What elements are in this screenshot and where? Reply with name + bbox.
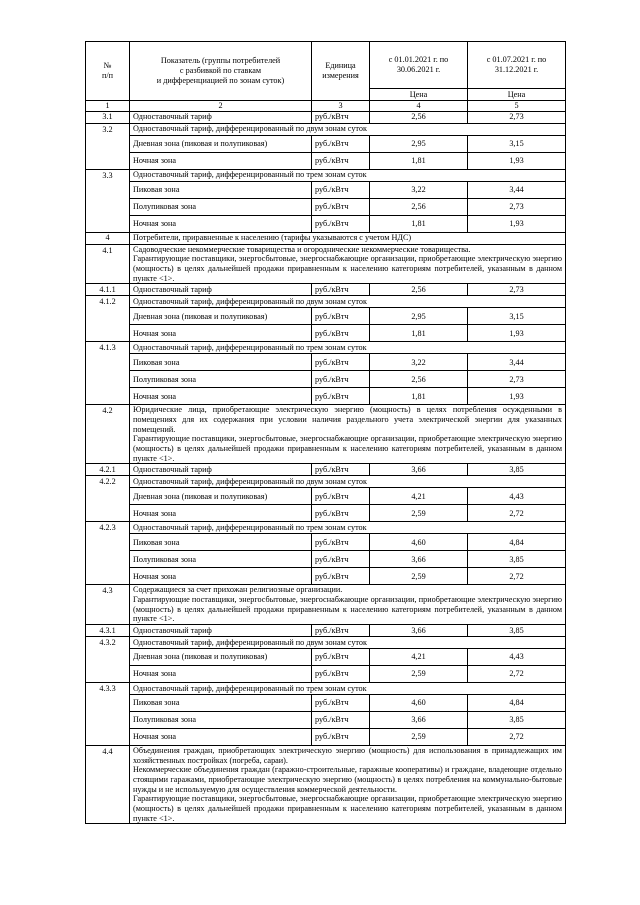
- tariff-unit: руб./кВтч: [312, 464, 370, 476]
- zone-name: Пиковая зона: [130, 354, 312, 371]
- description-paragraph: Садоводческие некоммерческие товарищества и огороднические некоммерческие товарищества.: [133, 244, 471, 254]
- zone-name: Ночная зона: [130, 388, 312, 405]
- group-title: Одноставочный тариф, дифференцированный по трем зонам суток: [130, 683, 566, 695]
- zone-name: Полупиковая зона: [130, 198, 312, 215]
- table-row: [86, 729, 566, 746]
- price-period-2: 3,15: [468, 308, 566, 325]
- tariff-unit: руб./кВтч: [312, 534, 370, 551]
- tariff-unit: руб./кВтч: [312, 181, 370, 198]
- price-period-2: 3,44: [468, 181, 566, 198]
- table-row: [86, 42, 566, 89]
- description-paragraph: Гарантирующие поставщики, энергосбытовые, энергоснабжающие организации, приобретающие электрическую энергию (мощность) в целях дальнейшей продажи приравненным к населению категориям потребителей, указанным в данном пункте <1>.: [133, 254, 562, 283]
- price-period-2: 4,84: [468, 534, 566, 551]
- zone-name: Ночная зона: [130, 505, 312, 522]
- tariff-unit: руб./кВтч: [312, 152, 370, 169]
- price-period-1: 2,59: [370, 568, 468, 585]
- row-number: 4.2.2: [86, 476, 130, 522]
- row-number: 4.3.3: [86, 683, 130, 746]
- description-paragraph: Гарантирующие поставщики, энергосбытовые, энергоснабжающие организации, приобретающие электрическую энергию (мощность) в целях дальнейшей продажи приравненным к населению категориям потребителей, указанным в данном пункте <1>.: [133, 794, 562, 823]
- zone-name: Пиковая зона: [130, 534, 312, 551]
- tariff-unit: руб./кВтч: [312, 695, 370, 712]
- table-row: [86, 666, 566, 683]
- section-number: 4: [86, 232, 130, 244]
- tariff-table: [85, 41, 566, 824]
- price-period-1: 3,22: [370, 181, 468, 198]
- description-paragraph: Гарантирующие поставщики, энергосбытовые, энергоснабжающие организации, приобретающие электрическую энергию (мощность) в целях дальнейшей продажи приравненным к населению категориям потребителей, указанным в данном пункте <1>.: [133, 434, 562, 463]
- price-period-1: 3,22: [370, 354, 468, 371]
- tariff-unit: руб./кВтч: [312, 551, 370, 568]
- price-period-1: 2,56: [370, 284, 468, 296]
- price-period-2: 1,93: [468, 152, 566, 169]
- price-period-1: 2,56: [370, 371, 468, 388]
- header-unit: Единица измерения: [312, 42, 370, 101]
- table-row: [86, 625, 566, 637]
- price-period-2: 2,72: [468, 568, 566, 585]
- zone-name: Ночная зона: [130, 729, 312, 746]
- row-number: 4.4: [86, 746, 130, 824]
- table-row: [86, 388, 566, 405]
- tariff-unit: руб./кВтч: [312, 712, 370, 729]
- price-period-1: 1,81: [370, 388, 468, 405]
- category-description: [130, 405, 566, 464]
- group-title: Одноставочный тариф, дифференцированный по двум зонам суток: [130, 476, 566, 488]
- price-period-2: 2,72: [468, 666, 566, 683]
- price-period-1: 4,60: [370, 534, 468, 551]
- price-period-1: 3,66: [370, 551, 468, 568]
- table-row: [86, 101, 566, 112]
- zone-name: Дневная зона (пиковая и полупиковая): [130, 308, 312, 325]
- price-period-1: 4,21: [370, 488, 468, 505]
- table-row: [86, 371, 566, 388]
- price-period-1: 3,66: [370, 625, 468, 637]
- row-number: 4.2.1: [86, 464, 130, 476]
- tariff-unit: руб./кВтч: [312, 666, 370, 683]
- description-paragraph: Объединения граждан, приобретающих электрическую энергию (мощность) для использования в принадлежащих им хозяйственных постройках (погреба, сараи).: [133, 746, 562, 765]
- tariff-unit: руб./кВтч: [312, 371, 370, 388]
- tariff-name: Одноставочный тариф: [130, 111, 312, 123]
- table-row: [86, 488, 566, 505]
- zone-name: Ночная зона: [130, 666, 312, 683]
- price-period-2: 1,93: [468, 325, 566, 342]
- tariff-unit: руб./кВтч: [312, 325, 370, 342]
- price-period-2: 4,43: [468, 488, 566, 505]
- table-row: [86, 169, 566, 181]
- table-row: [86, 325, 566, 342]
- tariff-unit: руб./кВтч: [312, 198, 370, 215]
- price-period-2: 2,73: [468, 371, 566, 388]
- price-period-1: 3,66: [370, 712, 468, 729]
- price-period-1: 2,95: [370, 135, 468, 152]
- tariff-unit: руб./кВтч: [312, 308, 370, 325]
- zone-name: Пиковая зона: [130, 695, 312, 712]
- group-title: Одноставочный тариф, дифференцированный по двум зонам суток: [130, 123, 566, 135]
- tariff-name: Одноставочный тариф: [130, 625, 312, 637]
- zone-name: Пиковая зона: [130, 181, 312, 198]
- table-row: [86, 551, 566, 568]
- tariff-unit: руб./кВтч: [312, 135, 370, 152]
- tariff-unit: руб./кВтч: [312, 488, 370, 505]
- description-paragraph: Юридические лица, приобретающие электрическую энергию (мощность) в целях потребления осужденными в помещениях для их содержания при условии наличия раздельного учета электрической энергии для указанных помещений.: [133, 405, 562, 434]
- price-period-1: 4,21: [370, 649, 468, 666]
- header-indicator: Показатель (группы потребителей с разбивкой по ставкам и дифференциацией по зонам суток): [130, 42, 312, 101]
- price-period-1: 2,59: [370, 505, 468, 522]
- price-period-2: 4,43: [468, 649, 566, 666]
- column-number: 2: [130, 101, 312, 112]
- table-row: [86, 198, 566, 215]
- table-row: [86, 215, 566, 232]
- table-row: [86, 152, 566, 169]
- tariff-unit: руб./кВтч: [312, 625, 370, 637]
- table-row: [86, 123, 566, 135]
- column-number: 5: [468, 101, 566, 112]
- table-row: [86, 505, 566, 522]
- header-period-1: с 01.01.2021 г. по 30.06.2021 г.: [370, 42, 468, 89]
- tariff-unit: руб./кВтч: [312, 568, 370, 585]
- group-title: Одноставочный тариф, дифференцированный по двум зонам суток: [130, 296, 566, 308]
- header-price-2: Цена: [468, 89, 566, 101]
- description-paragraph: Гарантирующие поставщики, энергосбытовые, энергоснабжающие организации, приобретающие электрическую энергию (мощность) в целях дальнейшей продажи приравненным к населению категориям потребителей, указанным в данном пункте <1>.: [133, 595, 562, 624]
- table-row: [86, 296, 566, 308]
- price-period-2: 3,44: [468, 354, 566, 371]
- zone-name: Полупиковая зона: [130, 371, 312, 388]
- zone-name: Полупиковая зона: [130, 551, 312, 568]
- row-number: 4.3: [86, 585, 130, 625]
- price-period-1: 3,66: [370, 464, 468, 476]
- tariff-unit: руб./кВтч: [312, 505, 370, 522]
- row-number: 4.2: [86, 405, 130, 464]
- section-title: Потребители, приравненные к населению (тарифы указываются с учетом НДС): [130, 232, 566, 244]
- price-period-1: 1,81: [370, 215, 468, 232]
- price-period-1: 2,95: [370, 308, 468, 325]
- row-number: 3.3: [86, 169, 130, 232]
- table-row: [86, 585, 566, 625]
- price-period-2: 2,73: [468, 111, 566, 123]
- price-period-2: 3,85: [468, 551, 566, 568]
- table-row: [86, 522, 566, 534]
- price-period-2: 1,93: [468, 388, 566, 405]
- column-number: 4: [370, 101, 468, 112]
- price-period-2: 3,85: [468, 712, 566, 729]
- table-row: [86, 683, 566, 695]
- zone-name: Дневная зона (пиковая и полупиковая): [130, 488, 312, 505]
- price-period-1: 1,81: [370, 152, 468, 169]
- row-number: 3.2: [86, 123, 130, 169]
- group-title: Одноставочный тариф, дифференцированный по двум зонам суток: [130, 637, 566, 649]
- tariff-name: Одноставочный тариф: [130, 284, 312, 296]
- zone-name: Ночная зона: [130, 152, 312, 169]
- group-title: Одноставочный тариф, дифференцированный по трем зонам суток: [130, 169, 566, 181]
- tariff-unit: руб./кВтч: [312, 649, 370, 666]
- price-period-2: 2,73: [468, 284, 566, 296]
- table-row: [86, 476, 566, 488]
- tariff-unit: руб./кВтч: [312, 354, 370, 371]
- row-number: 4.3.2: [86, 637, 130, 683]
- column-number: 1: [86, 101, 130, 112]
- zone-name: Ночная зона: [130, 325, 312, 342]
- description-paragraph: Содержащиеся за счет прихожан религиозные организации.: [133, 585, 343, 595]
- table-row: [86, 111, 566, 123]
- table-row: [86, 464, 566, 476]
- zone-name: Ночная зона: [130, 215, 312, 232]
- zone-name: Полупиковая зона: [130, 712, 312, 729]
- category-description: [130, 244, 566, 284]
- table-row: [86, 232, 566, 244]
- table-row: [86, 534, 566, 551]
- row-number: 4.2.3: [86, 522, 130, 585]
- tariff-name: Одноставочный тариф: [130, 464, 312, 476]
- table-row: [86, 568, 566, 585]
- tariff-unit: руб./кВтч: [312, 284, 370, 296]
- table-row: [86, 649, 566, 666]
- price-period-2: 2,72: [468, 505, 566, 522]
- table-row: [86, 244, 566, 284]
- table-row: [86, 284, 566, 296]
- header-num: № п/п: [86, 42, 130, 101]
- row-number: 4.1.3: [86, 342, 130, 405]
- table-row: [86, 354, 566, 371]
- table-row: [86, 746, 566, 824]
- price-period-2: 3,85: [468, 464, 566, 476]
- price-period-1: 2,59: [370, 729, 468, 746]
- category-description: [130, 746, 566, 824]
- zone-name: Дневная зона (пиковая и полупиковая): [130, 649, 312, 666]
- table-row: [86, 342, 566, 354]
- zone-name: Дневная зона (пиковая и полупиковая): [130, 135, 312, 152]
- price-period-2: 1,93: [468, 215, 566, 232]
- price-period-1: 4,60: [370, 695, 468, 712]
- table-row: [86, 695, 566, 712]
- price-period-2: 3,85: [468, 625, 566, 637]
- price-period-2: 2,73: [468, 198, 566, 215]
- table-row: [86, 181, 566, 198]
- table-row: [86, 637, 566, 649]
- price-period-1: 2,59: [370, 666, 468, 683]
- row-number: 4.1: [86, 244, 130, 284]
- price-period-1: 2,56: [370, 198, 468, 215]
- price-period-2: 2,72: [468, 729, 566, 746]
- header-price-1: Цена: [370, 89, 468, 101]
- price-period-2: 3,15: [468, 135, 566, 152]
- table-row: [86, 712, 566, 729]
- column-number: 3: [312, 101, 370, 112]
- description-paragraph: Некоммерческие объединения граждан (гаражно-строительные, гаражные кооперативы) и граждане, владеющие отдельно стоящими гаражами, приобретающие электрическую энергию (мощность) в целях потребления на коммунально-бытовые нужды и не используемую для осуществления коммерческой деятельности.: [133, 765, 562, 794]
- price-period-2: 4,84: [468, 695, 566, 712]
- table-row: [86, 405, 566, 464]
- tariff-unit: руб./кВтч: [312, 215, 370, 232]
- row-number: 4.3.1: [86, 625, 130, 637]
- row-number: 4.1.2: [86, 296, 130, 342]
- tariff-unit: руб./кВтч: [312, 388, 370, 405]
- table-row: [86, 135, 566, 152]
- table-row: [86, 308, 566, 325]
- price-period-1: 2,56: [370, 111, 468, 123]
- row-number: 3.1: [86, 111, 130, 123]
- tariff-unit: руб./кВтч: [312, 111, 370, 123]
- group-title: Одноставочный тариф, дифференцированный по трем зонам суток: [130, 522, 566, 534]
- zone-name: Ночная зона: [130, 568, 312, 585]
- row-number: 4.1.1: [86, 284, 130, 296]
- category-description: [130, 585, 566, 625]
- header-period-2: с 01.07.2021 г. по 31.12.2021 г.: [468, 42, 566, 89]
- price-period-1: 1,81: [370, 325, 468, 342]
- group-title: Одноставочный тариф, дифференцированный по трем зонам суток: [130, 342, 566, 354]
- tariff-unit: руб./кВтч: [312, 729, 370, 746]
